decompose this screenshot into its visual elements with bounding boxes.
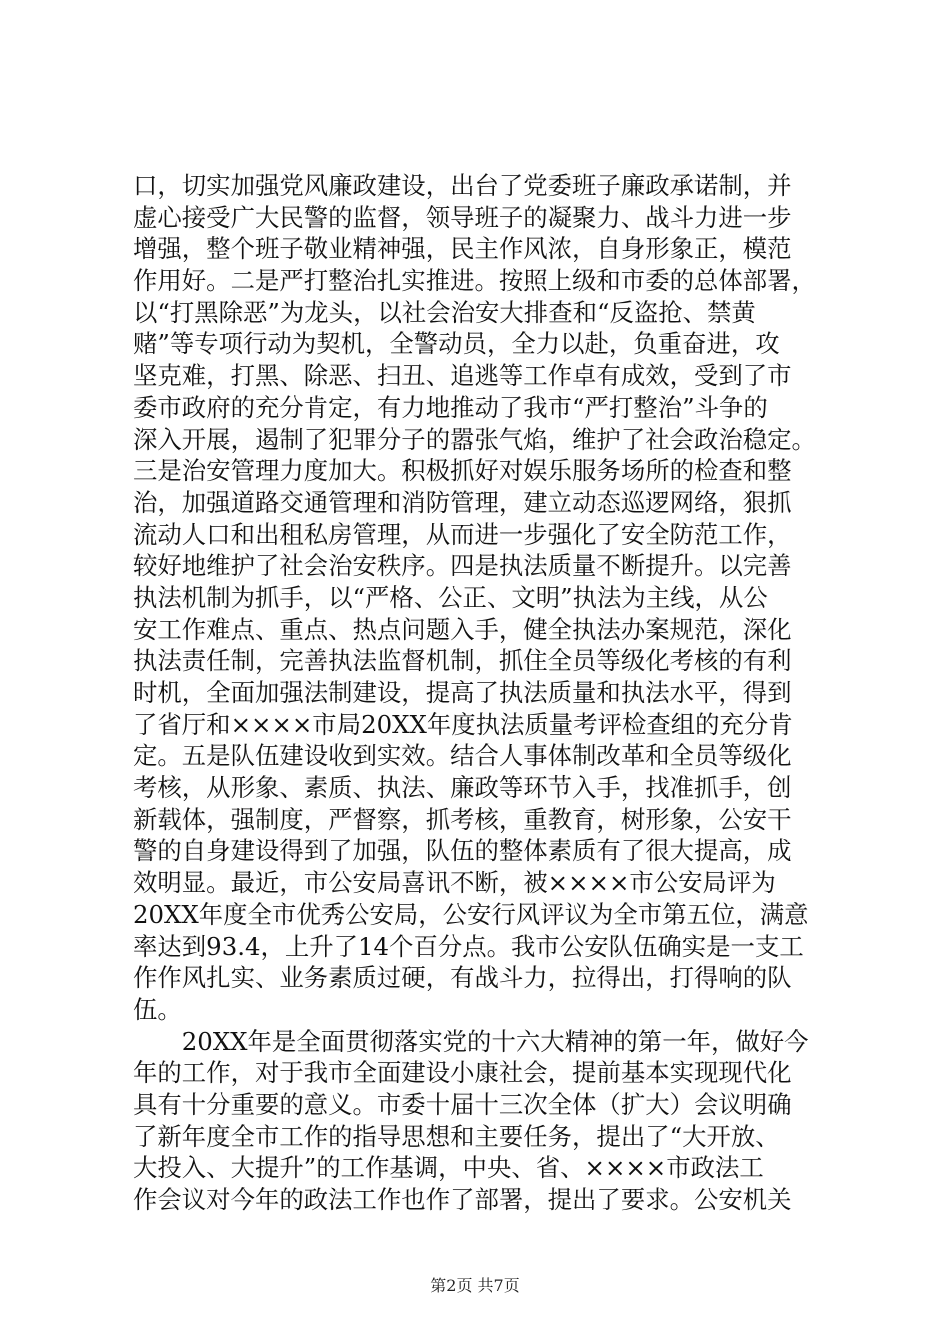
text-line: 执法机制为抓手，以“严格、公正、文明”执法为主线，从公	[133, 582, 768, 612]
text-line: 了省厅和××××市局20XX年度执法质量考评检查组的充分肯	[133, 709, 793, 739]
text-line: 流动人口和出租私房管理，从而进一步强化了安全防范工作，	[133, 519, 792, 549]
text-line: 口，切实加强党风廉政建设，出台了党委班子廉政承诺制，并	[133, 171, 792, 200]
body-text	[133, 170, 825, 1216]
text-line: 较好地维护了社会治安秩序。四是执法质量不断提升。以完善	[133, 551, 792, 581]
text-line: 考核，从形象、素质、执法、廉政等环节入手，找准抓手，创	[133, 773, 792, 803]
text-line: 执法责任制，完善执法监督机制，抓住全员等级化考核的有利	[133, 646, 792, 676]
text-line: 以“打黑除恶”为龙头，以社会治安大排查和“反盗抢、禁黄	[133, 297, 756, 327]
text-line: 警的自身建设得到了加强，队伍的整体素质有了很大提高，成	[133, 836, 792, 866]
text-line: 三是治安管理力度加大。积极抓好对娱乐服务场所的检查和整	[133, 456, 792, 486]
text-line: 大投入、大提升”的工作基调，中央、省、××××市政法工	[133, 1153, 764, 1183]
text-line: 率达到93.4，上升了14个百分点。我市公安队伍确实是一支工	[133, 931, 804, 961]
text-line: 虚心接受广大民警的监督，领导班子的凝聚力、战斗力进一步	[133, 202, 792, 232]
text-line: 伍。	[133, 994, 182, 1024]
text-line: 20XX年度全市优秀公安局，公安行风评议为全市第五位，满意	[133, 899, 809, 929]
text-line: 定。五是队伍建设收到实效。结合人事体制改革和全员等级化	[133, 741, 792, 771]
text-line: 治，加强道路交通管理和消防管理，建立动态巡逻网络，狠抓	[133, 487, 792, 517]
text-line: 安工作难点、重点、热点问题入手，健全执法办案规范，深化	[133, 614, 792, 644]
page-footer: 第2页 共7页	[430, 1276, 520, 1295]
text-line: 了新年度全市工作的指导思想和主要任务，提出了“大开放、	[133, 1121, 780, 1151]
text-line: 坚克难，打黑、除恶、扫丑、追逃等工作卓有成效，受到了市	[133, 361, 792, 391]
text-line: 具有十分重要的意义。市委十届十三次全体（扩大）会议明确	[133, 1089, 792, 1119]
text-line: 作作风扎实、业务素质过硬，有战斗力，拉得出，打得响的队	[133, 963, 792, 993]
text-line: 新载体，强制度，严督察，抓考核，重教育，树形象，公安干	[133, 804, 792, 834]
text-line: 作用好。二是严打整治扎实推进。按照上级和市委的总体部署，	[133, 266, 816, 296]
text-line: 深入开展，遏制了犯罪分子的嚣张气焰，维护了社会政治稳定。	[133, 424, 816, 454]
text-line: 赌”等专项行动为契机，全警动员，全力以赴，负重奋进，攻	[133, 329, 780, 359]
text-line: 效明显。最近，市公安局喜讯不断，被××××市公安局评为	[133, 868, 776, 898]
text-line: 委市政府的充分肯定，有力地推动了我市“严打整治”斗争的	[133, 392, 768, 422]
text-line: 增强，整个班子敬业精神强，民主作风浓，自身形象正，模范	[133, 234, 792, 264]
text-line: 年的工作，对于我市全面建设小康社会，提前基本实现现代化	[133, 1058, 792, 1088]
text-line: 时机，全面加强法制建设，提高了执法质量和执法水平，得到	[133, 678, 792, 707]
text-line: 作会议对今年的政法工作也作了部署，提出了要求。公安机关	[133, 1185, 792, 1214]
text-line: 20XX年是全面贯彻落实党的十六大精神的第一年，做好今	[133, 1026, 809, 1056]
